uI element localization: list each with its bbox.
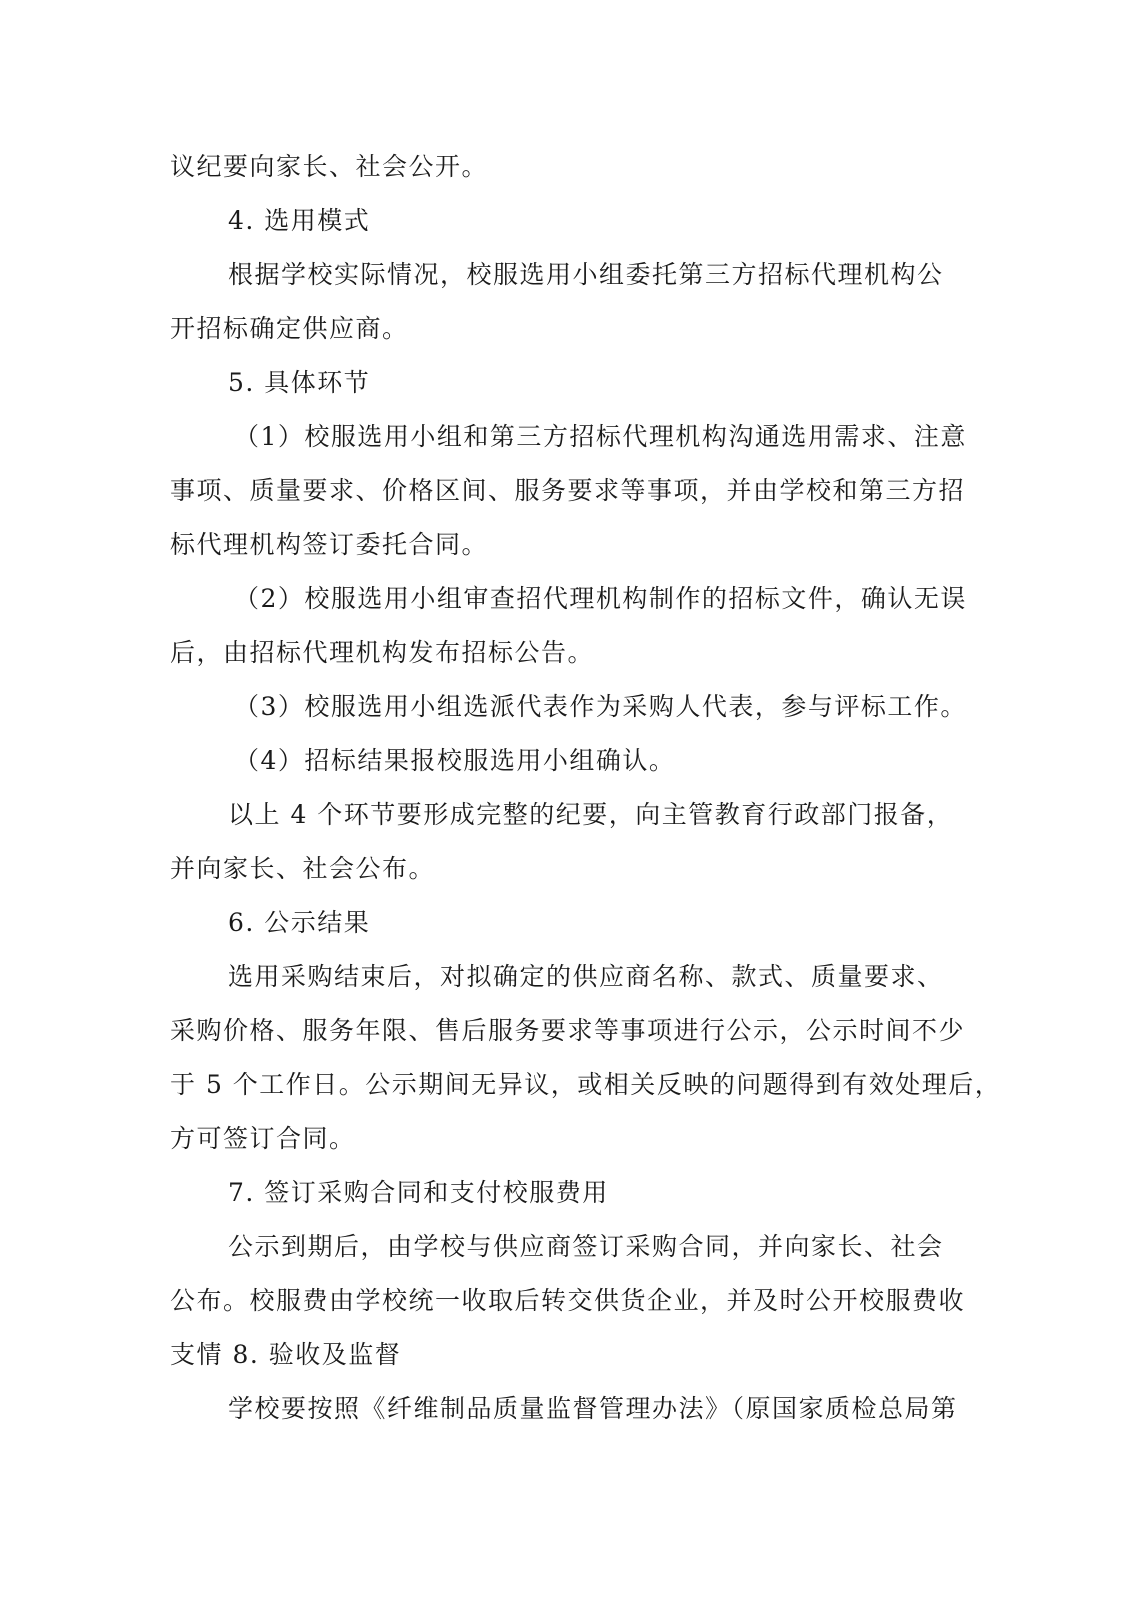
section-heading: 6. 公示结果 bbox=[228, 908, 371, 937]
text-line: 并向家长、社会公布。 bbox=[170, 854, 436, 883]
text-line: （4）招标结果报校服选用小组确认。 bbox=[234, 746, 676, 775]
text-line: 标代理机构签订委托合同。 bbox=[170, 530, 489, 559]
text-line: （3）校服选用小组选派代表作为采购人代表，参与评标工作。 bbox=[234, 692, 967, 721]
text-line: 公布。校服费由学校统一收取后转交供货企业，并及时公开校服费收 bbox=[170, 1286, 966, 1315]
text-line: 采购价格、服务年限、售后服务要求等事项进行公示，公示时间不少 bbox=[170, 1016, 966, 1045]
text-line: 议纪要向家长、社会公开。 bbox=[170, 152, 489, 181]
text-line: 学校要按照《纤维制品质量监督管理办法》（原国家质检总局第 bbox=[228, 1394, 958, 1423]
text-line: 方可签订合同。 bbox=[170, 1124, 356, 1153]
text-line: 支情 8. 验收及监督 bbox=[170, 1340, 402, 1369]
text-line: 事项、质量要求、价格区间、服务要求等事项，并由学校和第三方招 bbox=[170, 476, 966, 505]
text-line: （2）校服选用小组审查招代理机构制作的招标文件，确认无误 bbox=[234, 584, 967, 613]
text-line: 根据学校实际情况，校服选用小组委托第三方招标代理机构公 bbox=[228, 260, 944, 289]
text-line: 以上 4 个环节要形成完整的纪要，向主管教育行政部门报备， bbox=[228, 800, 954, 829]
section-heading: 4. 选用模式 bbox=[228, 206, 371, 235]
text-line: （1）校服选用小组和第三方招标代理机构沟通选用需求、注意 bbox=[234, 422, 967, 451]
text-line: 公示到期后，由学校与供应商签订采购合同，并向家长、社会 bbox=[228, 1232, 944, 1261]
text-line: 选用采购结束后，对拟确定的供应商名称、款式、质量要求、 bbox=[228, 962, 944, 991]
section-heading: 7. 签订采购合同和支付校服费用 bbox=[228, 1178, 609, 1207]
text-line: 后，由招标代理机构发布招标公告。 bbox=[170, 638, 595, 667]
section-heading: 5. 具体环节 bbox=[228, 368, 371, 397]
text-line: 开招标确定供应商。 bbox=[170, 314, 409, 343]
text-line: 于 5 个工作日。公示期间无异议，或相关反映的问题得到有效处理后， bbox=[170, 1070, 1002, 1099]
